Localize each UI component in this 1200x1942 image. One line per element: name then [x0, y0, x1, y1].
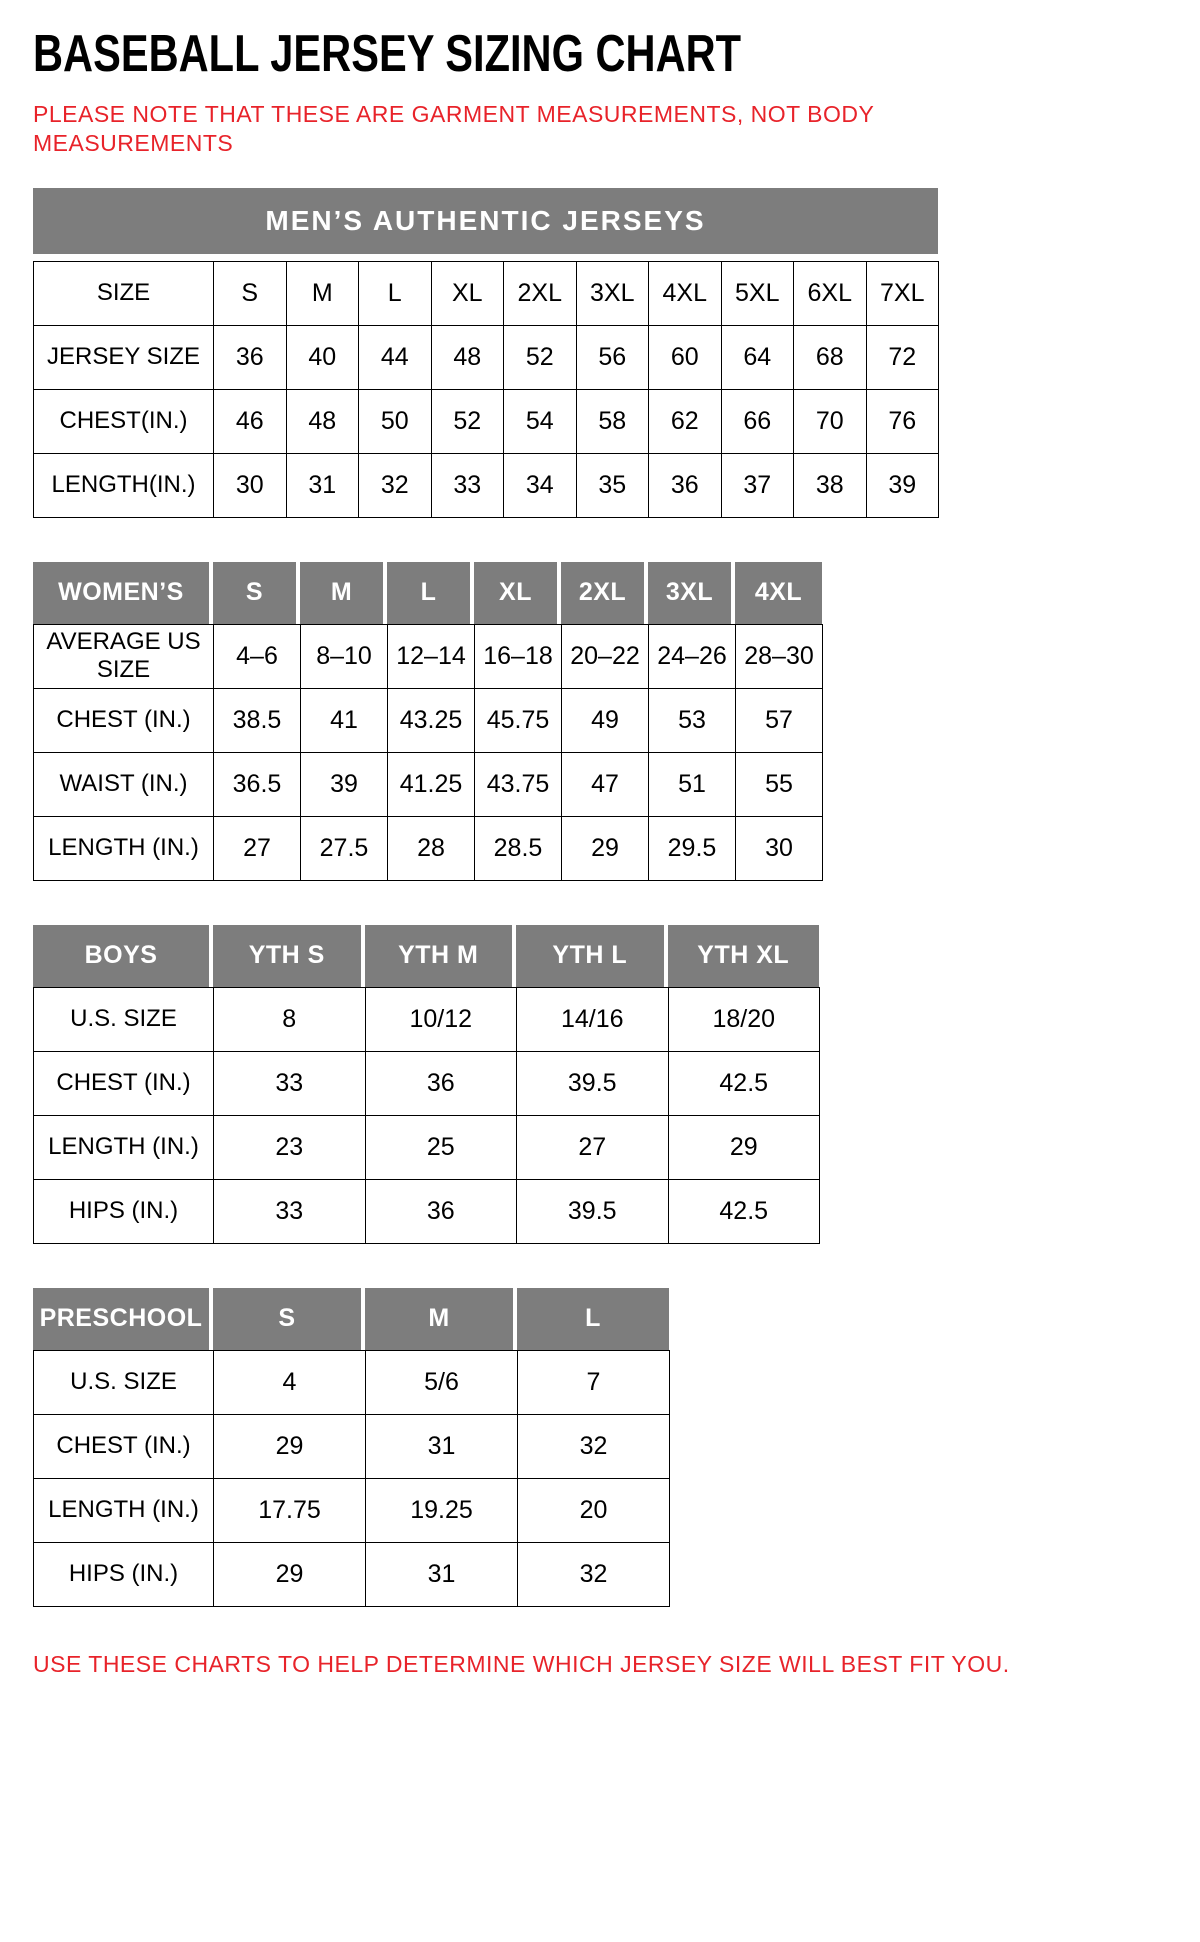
- table-cell: 51: [649, 753, 736, 817]
- table-cell: 27.5: [301, 817, 388, 881]
- table-mens: [33, 188, 1170, 518]
- table-cell: 48: [432, 326, 505, 390]
- row-label: HIPS (IN.): [34, 1180, 214, 1244]
- table-cell: 39.5: [517, 1052, 669, 1116]
- column-header: M: [365, 1288, 517, 1350]
- footer-note: USE THESE CHARTS TO HELP DETERMINE WHICH JERSEY SIZE WILL BEST FIT YOU.: [33, 1650, 1010, 1677]
- table-cell: 55: [736, 753, 823, 817]
- table-cell: 3XL: [577, 262, 650, 326]
- table-cell: 33: [214, 1180, 366, 1244]
- row-label: AVERAGE US SIZE: [34, 625, 214, 689]
- column-header: S: [213, 562, 300, 624]
- table-cell: 70: [794, 390, 867, 454]
- table-cell: 44: [359, 326, 432, 390]
- table-cell: 52: [432, 390, 505, 454]
- table-cell: 72: [867, 326, 940, 390]
- table-cell: 23: [214, 1116, 366, 1180]
- row-label: CHEST (IN.): [34, 1415, 214, 1479]
- table-cell: 47: [562, 753, 649, 817]
- table-cell: 38: [794, 454, 867, 518]
- table-cell: 32: [518, 1543, 670, 1607]
- table-body: [33, 624, 823, 881]
- table-cell: 57: [736, 689, 823, 753]
- table-cell: 76: [867, 390, 940, 454]
- row-label: LENGTH (IN.): [34, 1116, 214, 1180]
- column-header: YTH M: [365, 925, 517, 987]
- column-header: M: [300, 562, 387, 624]
- sizing-tables-container: [33, 188, 1170, 1607]
- banner-gap: [33, 254, 1170, 261]
- table-cell: 5/6: [366, 1351, 518, 1415]
- table-body: [33, 987, 820, 1244]
- table-cell: 29: [562, 817, 649, 881]
- table-womens: [33, 562, 1170, 881]
- table-cell: 16–18: [475, 625, 562, 689]
- table-cell: 41: [301, 689, 388, 753]
- table-cell: 28.5: [475, 817, 562, 881]
- table-cell: 66: [722, 390, 795, 454]
- row-label: CHEST (IN.): [34, 689, 214, 753]
- table-cell: 30: [214, 454, 287, 518]
- table-cell: 8–10: [301, 625, 388, 689]
- table-cell: 25: [366, 1116, 518, 1180]
- table-header-label: BOYS: [33, 925, 213, 987]
- table-cell: XL: [432, 262, 505, 326]
- table-cell: 20–22: [562, 625, 649, 689]
- table-cell: 2XL: [504, 262, 577, 326]
- table-cell: 7XL: [867, 262, 940, 326]
- column-header: 3XL: [648, 562, 735, 624]
- table-cell: S: [214, 262, 287, 326]
- table-cell: 33: [432, 454, 505, 518]
- table-cell: 54: [504, 390, 577, 454]
- table-cell: 4: [214, 1351, 366, 1415]
- table-cell: 33: [214, 1052, 366, 1116]
- table-boys: [33, 925, 1170, 1244]
- table-cell: 39.5: [517, 1180, 669, 1244]
- column-header: L: [387, 562, 474, 624]
- table-cell: 39: [867, 454, 940, 518]
- table-cell: 14/16: [517, 988, 669, 1052]
- page-title: BASEBALL JERSEY SIZING CHART: [33, 25, 742, 83]
- table-cell: 40: [287, 326, 360, 390]
- table-header-row: [33, 562, 1170, 624]
- table-preschool: [33, 1288, 1170, 1607]
- table-cell: 28: [388, 817, 475, 881]
- column-header: YTH XL: [668, 925, 820, 987]
- table-cell: 29.5: [649, 817, 736, 881]
- table-cell: 45.75: [475, 689, 562, 753]
- table-cell: 52: [504, 326, 577, 390]
- table-cell: 6XL: [794, 262, 867, 326]
- table-cell: 5XL: [722, 262, 795, 326]
- table-cell: 64: [722, 326, 795, 390]
- table-cell: 10/12: [366, 988, 518, 1052]
- table-cell: 34: [504, 454, 577, 518]
- table-cell: 56: [577, 326, 650, 390]
- table-cell: 36: [649, 454, 722, 518]
- column-header: 2XL: [561, 562, 648, 624]
- column-header: YTH S: [213, 925, 365, 987]
- table-cell: 28–30: [736, 625, 823, 689]
- table-cell: 31: [366, 1415, 518, 1479]
- table-cell: 29: [669, 1116, 821, 1180]
- table-cell: 48: [287, 390, 360, 454]
- column-header: L: [517, 1288, 669, 1350]
- row-label: LENGTH (IN.): [34, 1479, 214, 1543]
- table-cell: 30: [736, 817, 823, 881]
- table-cell: 36: [366, 1052, 518, 1116]
- table-cell: 41.25: [388, 753, 475, 817]
- table-cell: 36: [366, 1180, 518, 1244]
- table-cell: 7: [518, 1351, 670, 1415]
- table-cell: 31: [366, 1543, 518, 1607]
- table-cell: 37: [722, 454, 795, 518]
- table-cell: 53: [649, 689, 736, 753]
- table-cell: 8: [214, 988, 366, 1052]
- table-cell: 32: [359, 454, 432, 518]
- table-body: [33, 261, 939, 518]
- column-header: S: [213, 1288, 365, 1350]
- table-cell: 20: [518, 1479, 670, 1543]
- table-cell: 68: [794, 326, 867, 390]
- table-cell: 58: [577, 390, 650, 454]
- table-cell: 4XL: [649, 262, 722, 326]
- table-cell: L: [359, 262, 432, 326]
- row-label: LENGTH (IN.): [34, 817, 214, 881]
- table-cell: 31: [287, 454, 360, 518]
- table-cell: 42.5: [669, 1052, 821, 1116]
- table-cell: 35: [577, 454, 650, 518]
- table-cell: 39: [301, 753, 388, 817]
- row-label: WAIST (IN.): [34, 753, 214, 817]
- column-header: XL: [474, 562, 561, 624]
- table-cell: 43.25: [388, 689, 475, 753]
- column-header: YTH L: [516, 925, 668, 987]
- table-header-row: [33, 925, 1170, 987]
- table-cell: 62: [649, 390, 722, 454]
- column-header: 4XL: [735, 562, 822, 624]
- table-header-label: WOMEN’S: [33, 562, 213, 624]
- table-cell: 43.75: [475, 753, 562, 817]
- table-cell: 4–6: [214, 625, 301, 689]
- table-body: [33, 1350, 670, 1607]
- row-label: CHEST (IN.): [34, 1052, 214, 1116]
- garment-measurements-note: PLEASE NOTE THAT THESE ARE GARMENT MEASUREMENTS, NOT BODY MEASUREMENTS: [33, 101, 874, 156]
- table-cell: 60: [649, 326, 722, 390]
- table-cell: 36: [214, 326, 287, 390]
- row-label: U.S. SIZE: [34, 988, 214, 1052]
- table-cell: 46: [214, 390, 287, 454]
- table-banner: MEN’S AUTHENTIC JERSEYS: [33, 188, 938, 254]
- table-cell: 36.5: [214, 753, 301, 817]
- table-cell: 27: [517, 1116, 669, 1180]
- table-cell: 24–26: [649, 625, 736, 689]
- table-cell: 27: [214, 817, 301, 881]
- table-cell: 42.5: [669, 1180, 821, 1244]
- table-header-label: PRESCHOOL: [33, 1288, 213, 1350]
- row-label: U.S. SIZE: [34, 1351, 214, 1415]
- table-cell: 32: [518, 1415, 670, 1479]
- table-cell: M: [287, 262, 360, 326]
- row-label: SIZE: [34, 262, 214, 326]
- table-cell: 29: [214, 1543, 366, 1607]
- table-cell: 18/20: [669, 988, 821, 1052]
- table-cell: 38.5: [214, 689, 301, 753]
- table-cell: 29: [214, 1415, 366, 1479]
- table-header-row: [33, 1288, 1170, 1350]
- row-label: JERSEY SIZE: [34, 326, 214, 390]
- table-cell: 49: [562, 689, 649, 753]
- table-cell: 50: [359, 390, 432, 454]
- row-label: HIPS (IN.): [34, 1543, 214, 1607]
- table-cell: 19.25: [366, 1479, 518, 1543]
- table-cell: 12–14: [388, 625, 475, 689]
- table-cell: 17.75: [214, 1479, 366, 1543]
- row-label: LENGTH(IN.): [34, 454, 214, 518]
- row-label: CHEST(IN.): [34, 390, 214, 454]
